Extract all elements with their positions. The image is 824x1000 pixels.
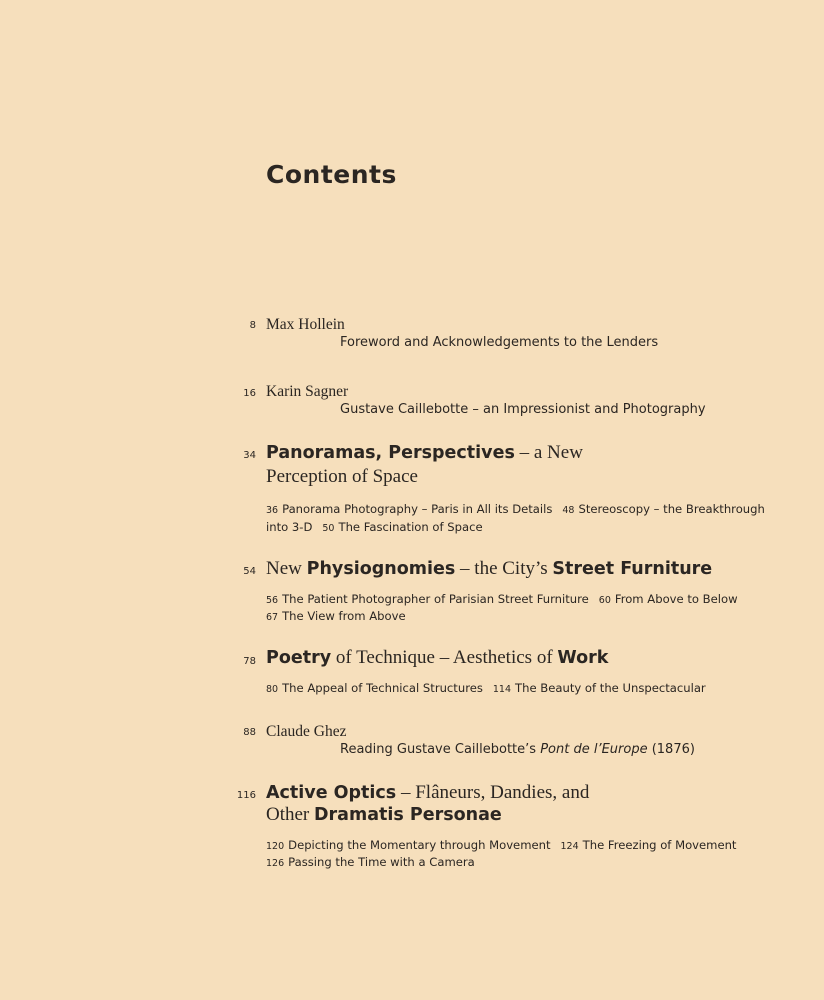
subsection-page: 67 — [266, 612, 279, 623]
page-number: 16 — [243, 388, 256, 399]
essay-title-text: Reading Gustave Caillebotte’s — [340, 742, 541, 757]
essay-title: Gustave Caillebotte – an Impressionist and Photography — [340, 402, 706, 417]
essay-title-text: (1876) — [647, 742, 695, 757]
page-number: 54 — [243, 566, 256, 577]
subsection-line — [266, 609, 406, 623]
page-number: 78 — [243, 656, 256, 667]
section-heading — [266, 558, 712, 580]
subsection-line — [266, 520, 483, 534]
section-heading-bold: Work — [557, 648, 609, 668]
author-name: Max Hollein — [266, 316, 345, 333]
subsection-title: Passing the Time with a Camera — [288, 855, 475, 869]
section-heading-bold: Poetry — [266, 648, 332, 668]
subsection-title: The Beauty of the Unspectacular — [515, 681, 706, 695]
subsection-title: Panorama Photography – Paris in All its Details — [282, 502, 553, 516]
author-name: Claude Ghez — [266, 723, 347, 740]
page-number: 116 — [236, 790, 256, 801]
subsection-page: 48 — [562, 505, 575, 516]
subsection-title: From Above to Below — [614, 592, 738, 606]
subsection-page: 124 — [560, 841, 579, 852]
page-number: 34 — [243, 450, 256, 461]
subsection-line — [266, 681, 706, 695]
section-heading — [266, 782, 589, 804]
section-heading-line2 — [266, 804, 502, 826]
subsection-page: 80 — [266, 684, 279, 695]
section-heading — [266, 442, 583, 464]
subsection-page: 36 — [266, 505, 279, 516]
section-heading-bold: Dramatis Personae — [314, 805, 502, 825]
section-heading-bold: Physiognomies — [306, 559, 456, 579]
subsection-page: 60 — [598, 595, 611, 606]
section-heading-bold: Street Furniture — [552, 559, 713, 579]
essay-title: Foreword and Acknowledgements to the Lenders — [340, 335, 659, 350]
subsection-title: The Freezing of Movement — [582, 838, 737, 852]
subsection-line — [266, 838, 736, 852]
subsection-title: The Patient Photographer of Parisian Street Furniture — [282, 592, 589, 606]
subsection-page: 114 — [492, 684, 512, 695]
essay-title — [340, 742, 695, 757]
subsection-page: 126 — [266, 858, 285, 869]
page-title: Contents — [266, 160, 397, 189]
author-name: Karin Sagner — [266, 383, 349, 400]
subsection-page: 56 — [266, 595, 279, 606]
section-heading-text: Other — [266, 804, 315, 825]
section-heading-text: – the City’s — [455, 558, 553, 579]
subsection-line — [266, 855, 475, 869]
subsection-title: The View from Above — [282, 609, 406, 623]
section-heading-text: New — [266, 558, 307, 579]
page-number: 88 — [243, 727, 256, 738]
section-heading-bold: Panoramas, Perspectives — [266, 443, 515, 463]
subsection-title: Depicting the Momentary through Movement — [288, 838, 551, 852]
section-heading-bold: Active Optics — [266, 783, 397, 803]
subsection-title: Stereoscopy – the Breakthrough — [578, 502, 765, 516]
subsection-line — [266, 502, 765, 516]
subsection-title: into 3-D — [266, 520, 313, 534]
section-heading — [266, 647, 608, 669]
subsection-line — [266, 592, 738, 606]
subsection-page: 50 — [322, 523, 335, 534]
subsection-page: 120 — [266, 841, 285, 852]
subsection-title: The Fascination of Space — [338, 520, 483, 534]
subsection-title: The Appeal of Technical Structures — [282, 681, 483, 695]
section-heading-text: – Flâneurs, Dandies, and — [396, 782, 590, 803]
page-number: 8 — [249, 320, 256, 331]
artwork-title: Pont de l’Europe — [540, 742, 648, 757]
section-heading-line2: Perception of Space — [266, 466, 418, 487]
section-heading-text: of Technique – Aesthetics of — [331, 647, 558, 668]
section-heading-text: – a New — [514, 442, 583, 463]
